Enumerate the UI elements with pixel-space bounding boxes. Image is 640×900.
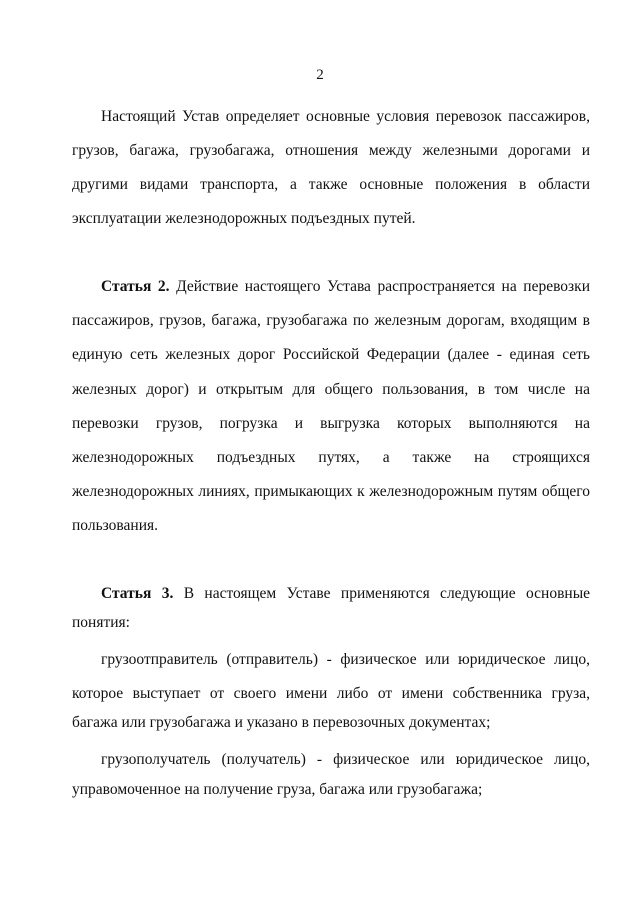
definition-line: грузополучатель (получатель) - физическое или юридическое лицо,: [101, 751, 590, 768]
definition-line: управомоченное на получение груза, багажа или грузобагажа;: [72, 781, 483, 798]
paragraph-line: единую сеть железных дорог Российской Федерации (далее - единая сеть: [72, 346, 590, 363]
article-3-first-line: [101, 584, 590, 604]
paragraph-line: грузов, багажа, грузобагажа, отношения между железными дорогами и: [72, 142, 590, 159]
article-2-label: Статья 2.: [101, 278, 170, 295]
paragraph-line: пассажиров, грузов, багажа, грузобагажа по железным дорогам, входящим в: [72, 312, 590, 329]
paragraph-line: железнодорожных линиях, примыкающих к железнодорожным путям общего: [72, 483, 590, 500]
paragraph-line: эксплуатации железнодорожных подъездных путей.: [72, 210, 416, 227]
paragraph-line: понятия:: [72, 614, 130, 631]
definition-line: грузоотправитель (отправитель) - физическое или юридическое лицо,: [101, 651, 590, 668]
article-3-label: Статья 3.: [101, 585, 174, 602]
article-2-first-line: [101, 277, 590, 297]
paragraph-line: другими видами транспорта, а также основные положения в области: [72, 176, 590, 193]
paragraph-line: железнодорожных подъездных путях, а также на строящихся: [72, 449, 590, 466]
paragraph-line: перевозки грузов, погрузка и выгрузка которых выполняются на: [72, 415, 590, 432]
paragraph-line: железных дорог) и открытым для общего пользования, в том числе на: [72, 381, 590, 398]
paragraph-line: Действие настоящего Устава распространяется на перевозки: [176, 278, 590, 295]
page-number: 2: [316, 67, 324, 83]
definition-line: багажа или грузобагажа и указано в перевозочных документах;: [72, 714, 491, 731]
definition-line: которое выступает от своего имени либо от имени собственника груза,: [72, 685, 590, 702]
paragraph-line: Настоящий Устав определяет основные условия перевозок пассажиров,: [101, 108, 590, 125]
paragraph-line: В настоящем Уставе применяются следующие основные: [183, 585, 591, 602]
paragraph-line: пользования.: [72, 517, 159, 534]
